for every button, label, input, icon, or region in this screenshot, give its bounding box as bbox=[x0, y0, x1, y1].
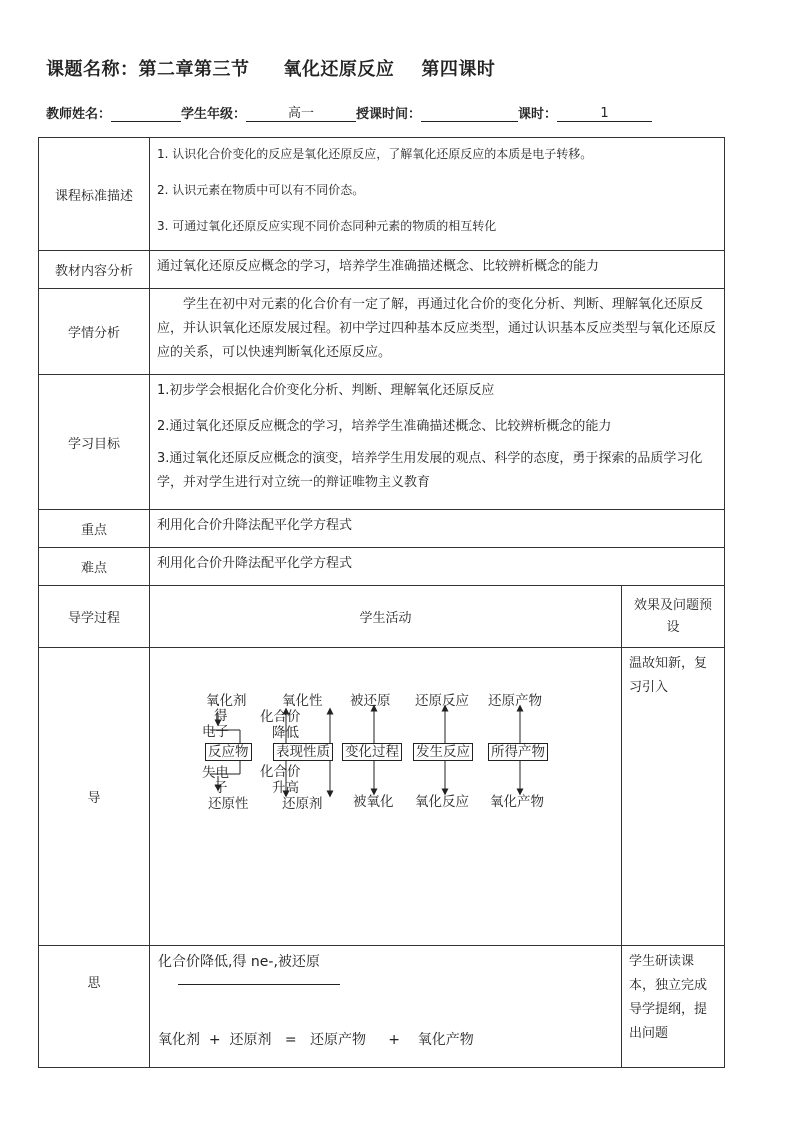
box-product: 所得产物 bbox=[488, 743, 548, 761]
diagram-zi: 子 bbox=[214, 780, 228, 796]
row-goals bbox=[39, 375, 725, 510]
goal-item-3: 3.通过氧化还原反应概念的演变，培养学生用发展的观点、科学的态度，勇于探索的品质学习化学，并对学生进行对立统一的辩证唯物主义教育 bbox=[157, 451, 703, 490]
standard-item-3: 3. 可通过氧化还原反应实现不同价态同种元素的物质的相互转化 bbox=[157, 219, 497, 233]
diagram-electron-top: 电子 bbox=[202, 724, 229, 740]
diagram-raised: 升高 bbox=[272, 780, 299, 796]
time-label: 授课时间： bbox=[356, 107, 422, 122]
row-difficulty bbox=[39, 548, 725, 586]
label-difficulty: 难点 bbox=[39, 548, 150, 586]
row-standard bbox=[39, 138, 725, 251]
teacher-value bbox=[111, 106, 181, 122]
diagram-valence-top: 化合价 bbox=[260, 709, 301, 725]
box-property: 表现性质 bbox=[273, 743, 333, 761]
standard-content bbox=[150, 138, 724, 242]
hours-value: 1 bbox=[557, 106, 652, 122]
info-line bbox=[46, 103, 652, 122]
goal-item-1: 1.初步学会根据化合价变化分析、判断、理解氧化还原反应 bbox=[157, 383, 495, 398]
box-reaction: 发生反应 bbox=[413, 743, 473, 761]
diagram-oxidant: 氧化剂 bbox=[206, 693, 247, 709]
diagram-reduction-reaction: 还原反应 bbox=[415, 693, 469, 709]
label-si: 思 bbox=[39, 946, 150, 1068]
diagram-lose-electron: 失电 bbox=[202, 765, 229, 781]
diagram-gain: 得 bbox=[214, 708, 228, 724]
goal-item-2: 2.通过氧化还原反应概念的学习，培养学生准确描述概念、比较辨析概念的能力 bbox=[157, 419, 612, 434]
redox-concept-diagram bbox=[150, 648, 621, 945]
diagram-oxidized: 被氧化 bbox=[353, 794, 394, 810]
header-activity: 学生活动 bbox=[150, 586, 622, 648]
si-content bbox=[150, 946, 621, 1055]
difficulty-text: 利用化合价升降法配平化学方程式 bbox=[157, 556, 353, 571]
header-effect: 效果及问题预设 bbox=[633, 597, 712, 635]
content-text: 通过氧化还原反应概念的学习，培养学生准确描述概念、比较辨析概念的能力 bbox=[157, 259, 600, 274]
diagram-reduced: 被还原 bbox=[350, 693, 391, 709]
time-value bbox=[421, 106, 518, 122]
row-si bbox=[39, 946, 725, 1068]
diagram-reductant: 还原剂 bbox=[282, 796, 323, 812]
key-text: 利用化合价升降法配平化学方程式 bbox=[157, 518, 353, 533]
lesson-plan-table bbox=[38, 137, 725, 1068]
label-analysis: 学情分析 bbox=[39, 289, 150, 375]
si-underline bbox=[178, 984, 340, 985]
diagram-valence-bottom: 化合价 bbox=[260, 764, 301, 780]
standard-item-1: 1. 认识化合价变化的反应是氧化还原反应，了解氧化还原反应的本质是电子转移。 bbox=[157, 147, 593, 161]
box-change-process: 变化过程 bbox=[342, 743, 402, 761]
analysis-text: 学生在初中对元素的化合价有一定了解，再通过化合价的变化分析、判断、理解氧化还原反应，并认识氧化还原发展过程。初中学过四种基本反应类型，通过认识基本反应类型与氧化还原反应的关系，可以快速判断氧化还原反应。 bbox=[157, 297, 717, 360]
label-standard: 课程标准描述 bbox=[39, 138, 150, 251]
label-content: 教材内容分析 bbox=[39, 251, 150, 289]
grade-value: 高一 bbox=[246, 106, 356, 122]
goals-content bbox=[150, 375, 724, 499]
row-dao bbox=[39, 648, 725, 946]
box-reactant: 反应物 bbox=[205, 743, 252, 761]
row-content bbox=[39, 251, 725, 289]
effect-si: 学生研读课本，独立完成导学提纲，提出问题 bbox=[629, 954, 708, 1041]
diagram-reducing-property: 还原性 bbox=[208, 796, 249, 812]
diagram-oxidation-product: 氧化产物 bbox=[490, 794, 544, 810]
standard-item-2: 2. 认识元素在物质中可以有不同价态。 bbox=[157, 183, 365, 197]
label-goals: 学习目标 bbox=[39, 375, 150, 510]
row-key bbox=[39, 510, 725, 548]
diagram-oxidizing-property: 氧化性 bbox=[282, 693, 323, 709]
label-key: 重点 bbox=[39, 510, 150, 548]
label-dao: 导 bbox=[39, 648, 150, 946]
si-line-1: 化合价降低,得 ne-,被还原 bbox=[158, 954, 320, 970]
label-process: 导学过程 bbox=[39, 586, 150, 648]
grade-label: 学生年级： bbox=[181, 107, 247, 122]
page-title: 课题名称：第二章第三节 氧化还原反应 第四课时 bbox=[46, 59, 496, 80]
row-process-header bbox=[39, 586, 725, 648]
diagram-oxidation-reaction: 氧化反应 bbox=[415, 794, 469, 810]
effect-dao: 温故知新，复习引入 bbox=[629, 656, 708, 695]
hours-label: 课时： bbox=[518, 107, 558, 122]
teacher-label: 教师姓名： bbox=[46, 107, 112, 122]
diagram-lowered: 降低 bbox=[272, 725, 299, 741]
diagram-reduction-product: 还原产物 bbox=[488, 693, 542, 709]
si-formula: 氧化剂 + 还原剂 = 还原产物 + 氧化产物 bbox=[158, 1032, 474, 1048]
row-analysis bbox=[39, 289, 725, 375]
